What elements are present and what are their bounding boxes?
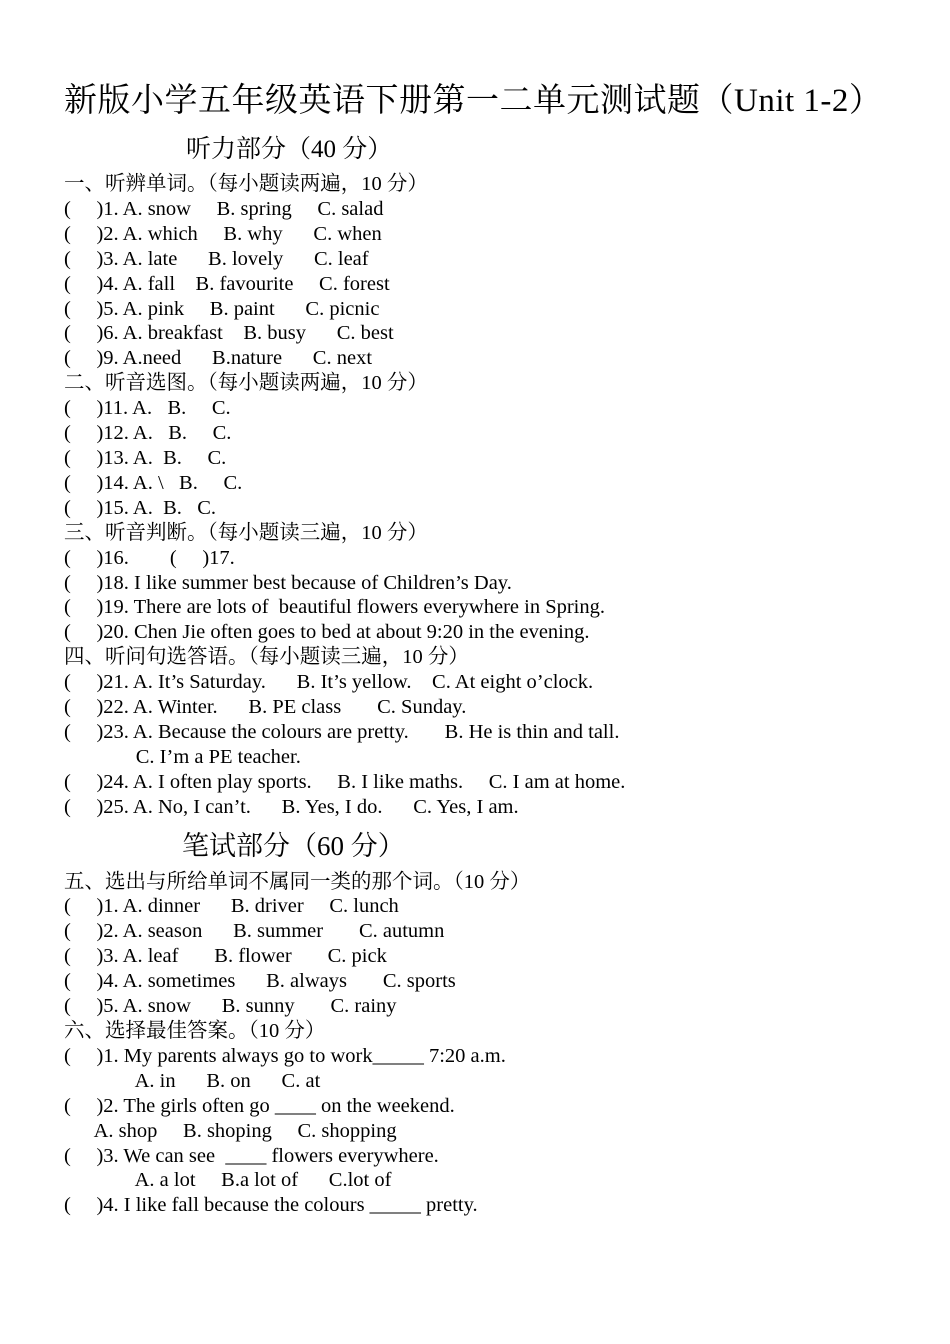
section2-item: ( )12. A. B. C.	[64, 422, 232, 445]
section6-item: A. a lot B.a lot of C.lot of	[64, 1169, 392, 1192]
section5-heading: 五、选出与所给单词不属同一类的那个词。（10 分）	[64, 870, 531, 893]
written-part-heading: 笔试部分（60 分）	[182, 830, 405, 861]
section2-item: ( )13. A. B. C.	[64, 446, 227, 469]
section1-item: ( )6. A. breakfast B. busy C. best	[64, 322, 394, 345]
section5-item: ( )4. A. sometimes B. always C. sports	[64, 970, 456, 993]
section1-item: ( )4. A. fall B. favourite C. forest	[64, 272, 390, 295]
section5-item: ( )1. A. dinner B. driver C. lunch	[64, 895, 399, 918]
section1-item: ( )5. A. pink B. paint C. picnic	[64, 297, 380, 320]
section6-item: ( )1. My parents always go to work_____ 7:20 a.m.	[64, 1044, 506, 1067]
section3-item: ( )18. I like summer best because of Children’s Day.	[64, 571, 512, 594]
section4-item: C. I’m a PE teacher.	[64, 745, 301, 768]
section5-item: ( )2. A. season B. summer C. autumn	[64, 920, 445, 943]
section2-item: ( )15. A. B. C.	[64, 496, 217, 519]
exam-title: 新版小学五年级英语下册第一二单元测试题（Unit 1-2）	[64, 83, 883, 119]
section3-item: ( )20. Chen Jie often goes to bed at about 9:20 in the evening.	[64, 621, 590, 644]
section6-item: A. shop B. shoping C. shopping	[64, 1119, 397, 1142]
exam-page	[64, 78, 894, 1218]
section6-item: ( )4. I like fall because the colours _____ pretty.	[64, 1194, 478, 1217]
section6-item: ( )2. The girls often go ____ on the weekend.	[64, 1094, 455, 1117]
section3-item: ( )16. ( )17.	[64, 546, 235, 569]
section3-heading: 三、听音判断。（每小题读三遍，10 分）	[64, 521, 428, 544]
section4-item: ( )23. A. Because the colours are pretty. B. He is thin and tall.	[64, 720, 620, 743]
section2-heading: 二、听音选图。（每小题读两遍，10 分）	[64, 372, 428, 395]
listening-part-heading: 听力部分（40 分）	[186, 136, 393, 163]
section1-item: ( )2. A. which B. why C. when	[64, 222, 382, 245]
section6-item: A. in B. on C. at	[64, 1069, 321, 1092]
section5-item: ( )5. A. snow B. sunny C. rainy	[64, 995, 397, 1018]
section4-item: ( )25. A. No, I can’t. B. Yes, I do. C. Yes, I am.	[64, 795, 519, 818]
section4-item: ( )22. A. Winter. B. PE class C. Sunday.	[64, 696, 467, 719]
section2-item: ( )14. A. \ B. C.	[64, 471, 243, 494]
section1-heading: 一、听辨单词。（每小题读两遍，10 分）	[64, 173, 428, 195]
section1-item: ( )1. A. snow B. spring C. salad	[64, 197, 384, 220]
section6-heading: 六、选择最佳答案。（10 分）	[64, 1020, 326, 1042]
section4-heading: 四、听问句选答语。（每小题读三遍，10 分）	[64, 646, 469, 669]
section2-item: ( )11. A. B. C.	[64, 397, 231, 420]
section1-item: ( )9. A.need B.nature C. next	[64, 347, 373, 370]
section1-item: ( )3. A. late B. lovely C. leaf	[64, 247, 369, 270]
section5-item: ( )3. A. leaf B. flower C. pick	[64, 945, 387, 968]
section6-item: ( )3. We can see ____ flowers everywhere.	[64, 1144, 439, 1167]
section4-item: ( )24. A. I often play sports. B. I like maths. C. I am at home.	[64, 770, 626, 793]
section3-item: ( )19. There are lots of beautiful flowers everywhere in Spring.	[64, 596, 605, 619]
section4-item: ( )21. A. It’s Saturday. B. It’s yellow. C. At eight o’clock.	[64, 671, 594, 694]
